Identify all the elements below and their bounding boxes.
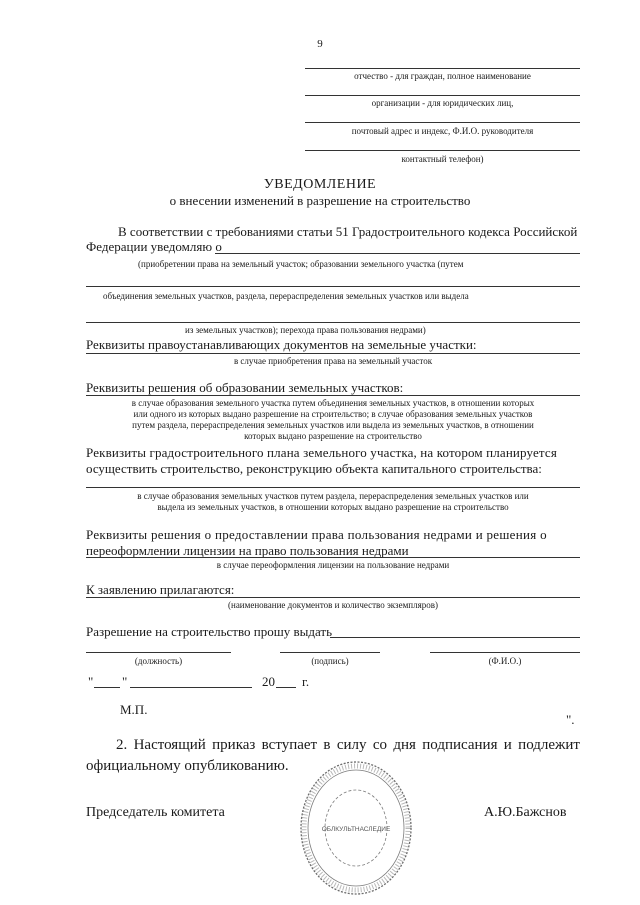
applicant-line-4 <box>305 150 580 151</box>
sig-name-label: (Ф.И.О.) <box>488 656 522 666</box>
gpzu-line-2: осуществить строительство, реконструкцию объекта капитального строительства: <box>86 461 542 476</box>
attach-hint: (наименование документов и количество экземпляров) <box>228 600 438 610</box>
applicant-line-2 <box>305 95 580 96</box>
gpzu-line-1: Реквизиты градостроительного плана земельного участка, на котором планируется <box>86 445 557 460</box>
gpzu-blank <box>86 487 580 488</box>
issue-blank <box>330 637 580 638</box>
intro-line-1: В соответствии с требованиями статьи 51 Градостроительного кодекса Российской <box>118 224 578 239</box>
intro-line-2: Федерации уведомляю о <box>86 239 222 254</box>
page-number: 9 <box>317 38 323 50</box>
date-quote-open: " <box>88 674 94 689</box>
sig-name-line <box>430 652 580 653</box>
date-year: 20 <box>262 674 275 689</box>
sig-position-line <box>86 652 231 653</box>
intro-hint-2: объединения земельных участков, раздела, перераспределения земельных участков или выдела <box>103 291 469 301</box>
official-stamp-seal <box>296 758 416 898</box>
document-title: УВЕДОМЛЕНИЕ <box>263 177 377 192</box>
decision-hint-2: или одного из которых выдано разрешение на строительство; в случае образования земельных участков <box>133 409 533 419</box>
sig-signature-label: (подпись) <box>311 656 349 666</box>
date-suffix: г. <box>302 674 310 689</box>
date-day-blank <box>94 687 120 688</box>
stamp-center-text: ОБЛКУЛЬТНАСЛЕДИЕ <box>321 826 391 833</box>
decision-hint-4: которых выдано разрешение на строительство <box>244 431 422 441</box>
sig-position-label: (должность) <box>134 656 183 666</box>
document-subtitle: о внесении изменений в разрешение на строительство <box>169 193 471 208</box>
subsoil-hint: в случае переоформления лицензии на пользование недрами <box>216 560 450 570</box>
rights-blank <box>86 353 580 354</box>
intro-hint-1: (приобретении права на земельный участок; образовании земельного участка (путем <box>138 259 464 269</box>
subsoil-blank <box>86 557 580 558</box>
applicant-line-1 <box>305 68 580 69</box>
intro-blank-3 <box>86 322 580 323</box>
decision-hint-3: путем раздела, перераспределения земельных участков или выдела из земельных участков, в отношении <box>132 420 534 430</box>
attach-blank <box>86 597 580 598</box>
decision-blank <box>86 395 580 396</box>
decision-hint-1: в случае образования земельного участка путем объединения земельных участков, в отношении которых <box>131 398 535 408</box>
closing-quote: ". <box>566 712 575 727</box>
issue-label: Разрешение на строительство прошу выдать <box>86 624 333 639</box>
order-paragraph: 2. Настоящий приказ вступает в силу со дня подписания и подлежит официальному опубликованию. <box>86 737 580 774</box>
date-month-blank <box>130 687 252 688</box>
mp-label: М.П. <box>120 702 148 717</box>
subsoil-line-1: Реквизиты решения о предоставлении права пользования недрами и решения о <box>86 527 547 542</box>
decision-label: Реквизиты решения об образовании земельных участков: <box>86 380 404 395</box>
intro-hint-3: из земельных участков); перехода права пользования недрами) <box>185 325 426 335</box>
date-quote-close: " <box>122 674 128 689</box>
rights-label: Реквизиты правоустанавливающих документов на земельные участки: <box>86 337 477 352</box>
attach-label: К заявлению прилагаются: <box>86 582 235 597</box>
subsoil-line-2: переоформлении лицензии на право пользования недрами <box>86 543 409 558</box>
intro-blank-2 <box>86 286 580 287</box>
chairman-label: Председатель комитета <box>86 805 225 820</box>
applicant-hint-2: организации - для юридических лиц, <box>371 98 514 108</box>
applicant-line-3 <box>305 122 580 123</box>
applicant-hint-3: почтовый адрес и индекс, Ф.И.О. руководителя <box>351 126 534 136</box>
intro-blank-1 <box>215 253 580 254</box>
sig-signature-line <box>280 652 380 653</box>
rights-hint: в случае приобретения права на земельный участок <box>233 356 433 366</box>
gpzu-hint-2: выдела из земельных участков, в отношении которых выдано разрешение на строительство <box>157 502 509 512</box>
applicant-hint-1: отчество - для граждан, полное наименование <box>354 71 531 81</box>
chairman-name: А.Ю.Бажснов <box>484 805 567 820</box>
applicant-hint-4: контактный телефон) <box>401 154 484 164</box>
gpzu-hint-1: в случае образования земельных участков путем раздела, перераспределения земельных участков или <box>137 491 529 501</box>
date-year-blank <box>276 687 296 688</box>
